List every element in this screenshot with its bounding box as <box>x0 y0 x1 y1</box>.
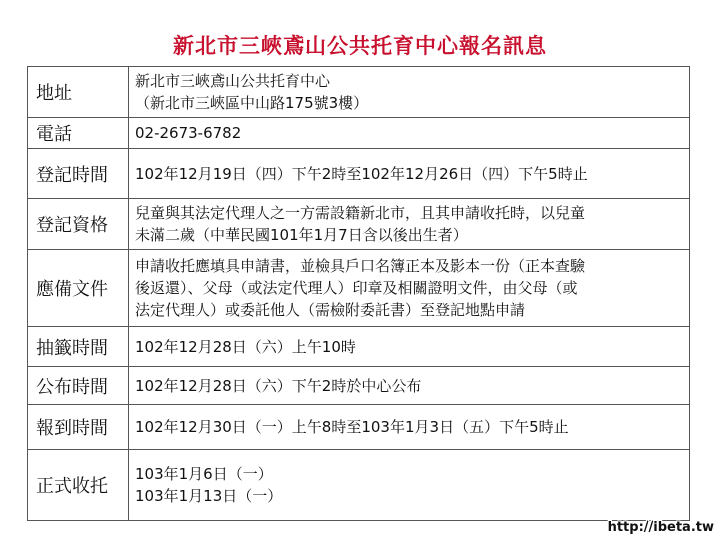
row-value <box>129 450 690 521</box>
row-value <box>129 118 690 149</box>
row-value-line: 102年12月28日（六）上午10時 <box>135 337 356 356</box>
table-row-official-enrollment <box>28 450 690 521</box>
row-value-line: 新北市三峽鳶山公共托育中心 <box>135 72 331 90</box>
row-value-line: 102年12月30日（一）上午8時至103年1月3日（五）下午5時止 <box>135 418 569 436</box>
row-label: 地址 <box>28 67 129 118</box>
row-value-line: 後返還）、父母（或法定代理人）印章及相關證明文件，由父母（或 <box>135 279 578 297</box>
row-value-line: 103年1月13日（一） <box>135 487 283 505</box>
table-row-required-documents <box>28 250 690 327</box>
row-label: 正式收托 <box>28 450 129 521</box>
row-label: 報到時間 <box>28 405 129 450</box>
row-value <box>129 405 690 450</box>
row-label: 應備文件 <box>28 250 129 327</box>
row-value-line: 103年1月6日（一） <box>135 465 273 483</box>
table-row-registration-time <box>28 149 690 199</box>
row-label: 抽籤時間 <box>28 327 129 367</box>
page-title: 新北市三峽鳶山公共托育中心報名訊息 <box>173 34 547 58</box>
row-value-line: 02-2673-6782 <box>135 124 242 142</box>
row-label: 公布時間 <box>28 367 129 405</box>
table-row-lottery-time <box>28 327 690 367</box>
row-value <box>129 149 690 199</box>
row-value <box>129 367 690 405</box>
row-value <box>129 250 690 327</box>
row-value-line: （新北市三峽區中山路175號3樓） <box>135 94 369 112</box>
watermark-url: http://ibeta.tw <box>607 520 714 535</box>
row-label: 電話 <box>28 118 129 149</box>
row-value-line: 未滿二歲（中華民國101年1月7日含以後出生者） <box>135 226 468 244</box>
table-row-announcement-time <box>28 367 690 405</box>
row-label: 登記資格 <box>28 199 129 250</box>
row-label: 登記時間 <box>28 149 129 199</box>
row-value-line: 申請收托應填具申請書，並檢具戶口名簿正本及影本一份（正本查驗 <box>135 257 586 275</box>
row-value <box>129 199 690 250</box>
table-row-phone <box>28 118 690 149</box>
row-value-line: 法定代理人）或委託他人（需檢附委託書）至登記地點申請 <box>135 301 526 319</box>
row-value <box>129 67 690 118</box>
table-row-check-in-time <box>28 405 690 450</box>
info-table <box>27 66 690 521</box>
row-value-line: 兒童與其法定代理人之一方需設籍新北市，且其申請收托時，以兒童 <box>135 204 586 222</box>
row-value-line: 102年12月19日（四）下午2時至102年12月26日（四）下午5時止 <box>135 164 588 183</box>
table-row-eligibility <box>28 199 690 250</box>
table-row-address <box>28 67 690 118</box>
row-value <box>129 327 690 367</box>
row-value-line: 102年12月28日（六）下午2時於中心公布 <box>135 376 422 395</box>
